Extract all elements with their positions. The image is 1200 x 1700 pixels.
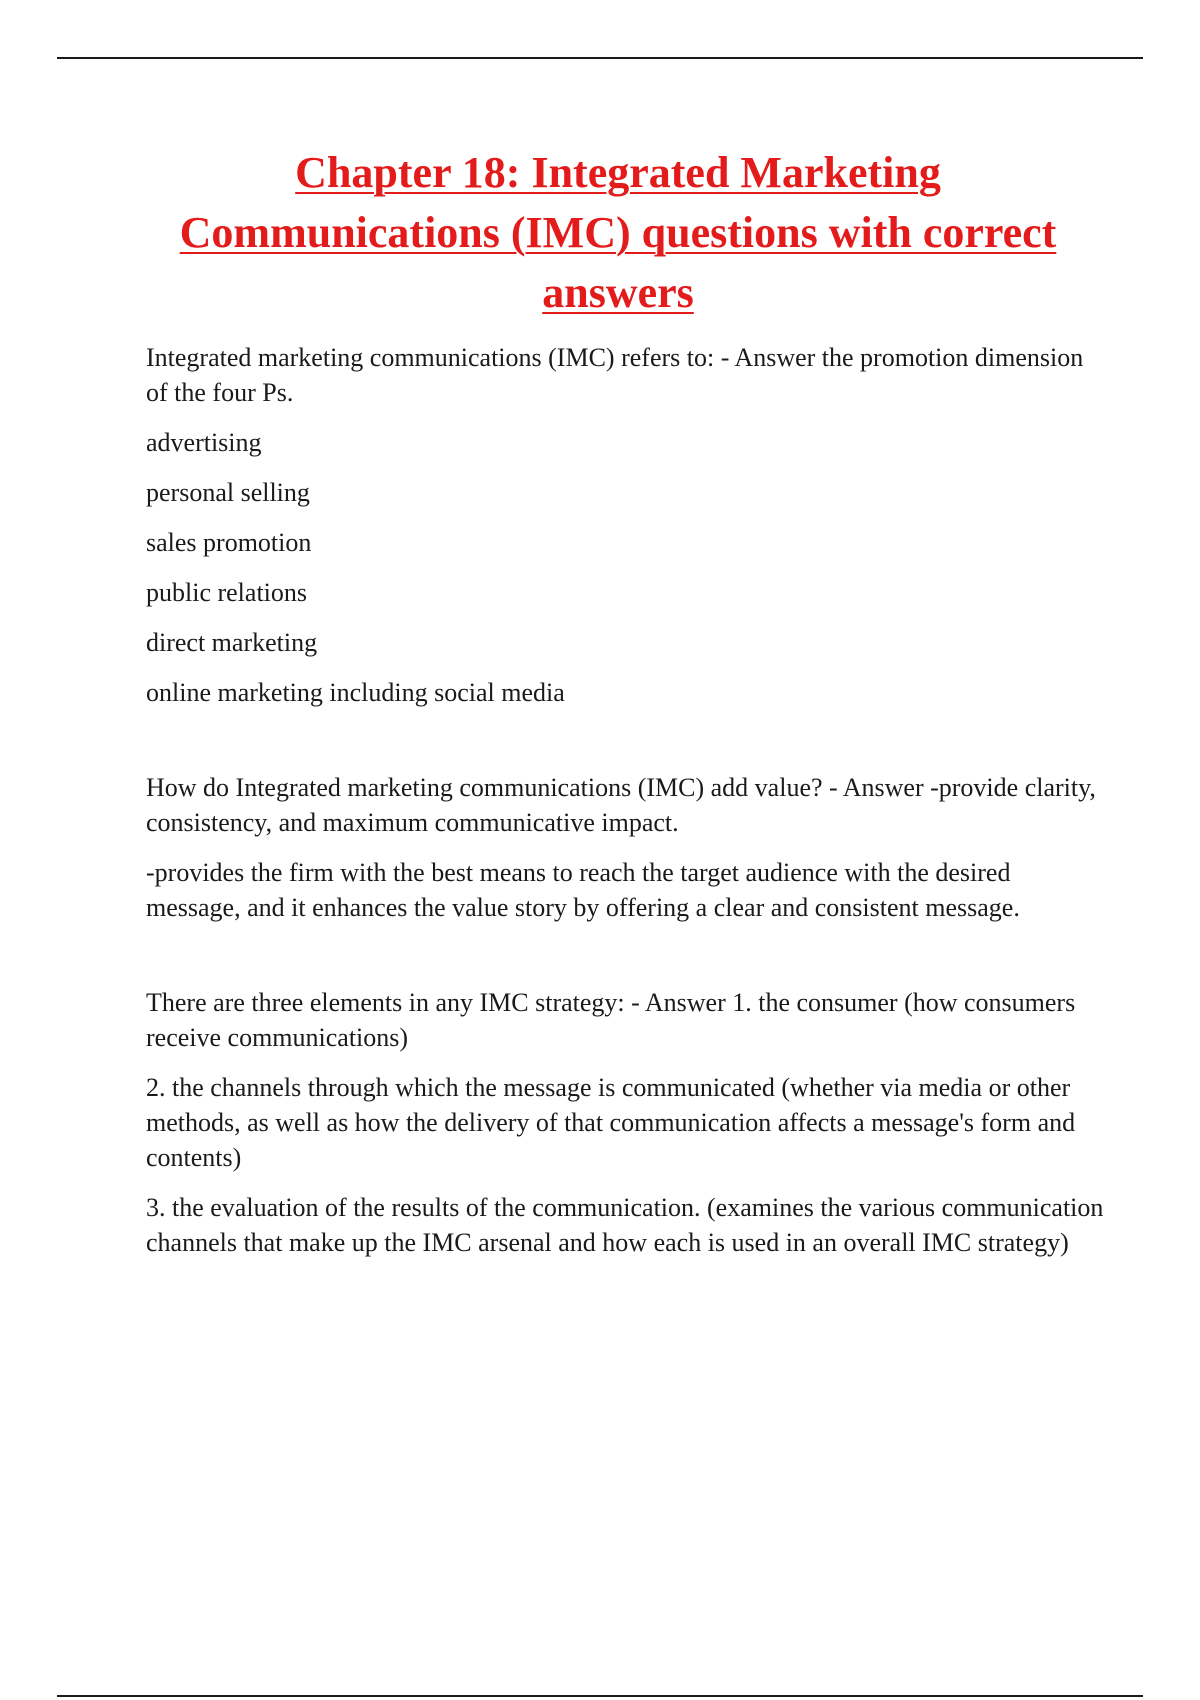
answer-line: -provides the firm with the best means to reach the target audience with the desired message, and it enhances the value story by offering a clear and consistent message. xyxy=(146,858,1020,922)
list-item: personal selling xyxy=(146,478,310,507)
list-item: sales promotion xyxy=(146,528,312,557)
top-rule xyxy=(57,57,1143,59)
list-item: advertising xyxy=(146,428,262,457)
qa-block-2 xyxy=(146,770,1106,925)
list-item: public relations xyxy=(146,578,308,607)
answer-line: 2. the channels through which the message is communicated (whether via media or other methods, as well as how the delivery of that communication affects a message's form and contents) xyxy=(146,1073,1076,1172)
page-title: Chapter 18: Integrated Marketing Communications (IMC) questions with correct answers xyxy=(179,148,1057,317)
document-body xyxy=(146,340,1106,1320)
qa-block-3 xyxy=(146,985,1106,1260)
question-text: There are three elements in any IMC strategy: - Answer 1. the consumer (how consumers receive communications) xyxy=(146,988,1076,1052)
bottom-rule xyxy=(57,1695,1143,1697)
qa-block-1 xyxy=(146,340,1106,710)
question-text: How do Integrated marketing communications (IMC) add value? - Answer -provide clarity, consistency, and maximum communicative impact. xyxy=(146,773,1096,837)
list-item: direct marketing xyxy=(146,628,318,657)
answer-line: 3. the evaluation of the results of the communication. (examines the various communication channels that make up the IMC arsenal and how each is used in an overall IMC strategy) xyxy=(146,1193,1104,1257)
question-text: Integrated marketing communications (IMC) refers to: - Answer the promotion dimension of the four Ps. xyxy=(146,343,1084,407)
list-item: online marketing including social media xyxy=(146,678,565,707)
